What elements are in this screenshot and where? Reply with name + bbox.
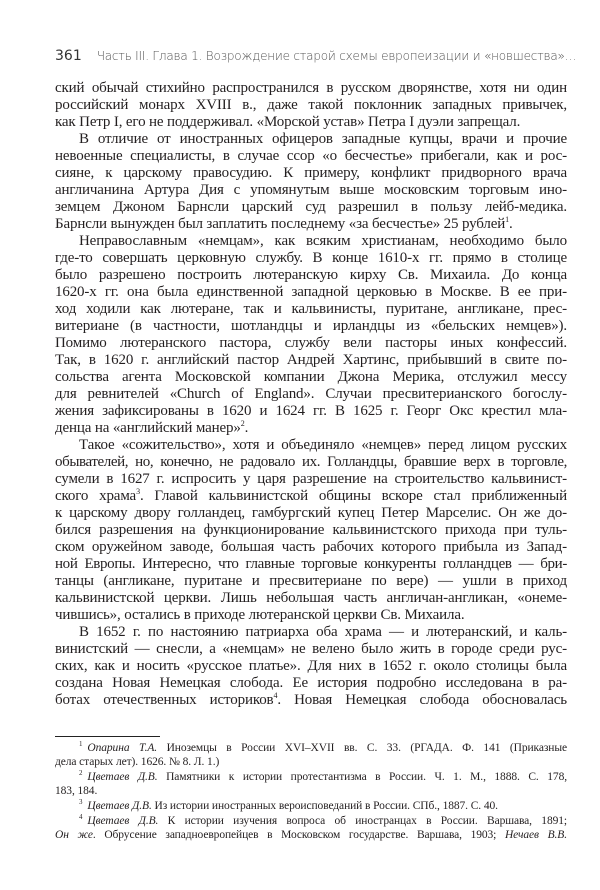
text-line: танцы (англикане, пуритане и пресвитериане по вере) — ушли в приход bbox=[55, 573, 567, 589]
paragraph bbox=[55, 624, 567, 709]
text-line: Помимо лютеранского пастора, службу вели пасторы иных конфессий. bbox=[55, 335, 567, 351]
footnote-text: Иноземцы в России XVI–XVII вв. С. 33. (РГАДА. Ф. 141 (Приказные bbox=[157, 742, 567, 754]
text-line: Неправославным «немцам», как всяким христианам, необходимо было bbox=[79, 233, 567, 249]
text-line: винистский — снесли, а «немцам» не велено было жить в городе среди рус- bbox=[55, 641, 567, 657]
text-line: жения зафиксированы в 1620 и 1624 гг. В 1625 г. Георг Окс крестил мла- bbox=[55, 403, 567, 419]
text-line: ной Европы. Интересно, что главные торговые конкуренты голландцев — бри- bbox=[55, 556, 567, 572]
footnote-divider bbox=[55, 736, 160, 737]
paragraph bbox=[55, 131, 567, 233]
footnote-line: дела старых лет). 1626. № 8. Л. 1.) bbox=[55, 756, 220, 768]
footnote-author: Нечаев В.В. bbox=[504, 829, 567, 841]
footnote-line bbox=[55, 770, 567, 784]
text-line: В 1652 г. по настоянию патриарха оба храма — и лютеранский, и каль- bbox=[79, 624, 567, 640]
text-line: ских, как и носить «русское платье». Для них в 1652 г. около столицы была bbox=[55, 658, 567, 674]
footnote-author: Опарина Т.А. bbox=[87, 742, 158, 754]
paragraph bbox=[55, 80, 567, 131]
footnote-line bbox=[55, 741, 567, 755]
text-line: бился разрешения на функционирование кальвинистского прихода при туль- bbox=[55, 522, 567, 538]
footnote-author: Цветаев Д.В. bbox=[87, 771, 158, 783]
text-line: как Петр I, его не поддерживал. «Морской устав» Петра I дуэли запрещал. bbox=[55, 114, 521, 130]
text-line bbox=[55, 488, 567, 505]
text-line: для ревнителей «Church of England». Случаи пресвитерианского богослу- bbox=[55, 386, 567, 402]
line-text: ботах отечественных историков bbox=[55, 692, 274, 708]
body-text bbox=[55, 80, 567, 709]
footnote-number: 1 bbox=[79, 741, 83, 748]
paragraph bbox=[55, 437, 567, 624]
line-text: . bbox=[508, 216, 513, 232]
line-text: Барнсли вынужден был заплатить последнему «за бесчестье» 25 рублей bbox=[55, 216, 506, 232]
line-text: ского храма bbox=[55, 488, 137, 504]
footnote-author: Он же bbox=[55, 829, 93, 841]
text-line: ском оружейном заводе, большая часть рабочих которого прибыла из Запад- bbox=[55, 539, 567, 555]
footnote-ref[interactable]: 1 bbox=[505, 216, 509, 224]
text-line: было разрешено построить лютеранскую кирху Св. Михаила. До конца bbox=[55, 267, 567, 283]
line-text: . bbox=[244, 420, 249, 436]
text-line: ский обычай стихийно распространился в русском дворянстве, хотя ни один bbox=[55, 80, 567, 96]
footnote-ref[interactable]: 2 bbox=[240, 420, 245, 428]
footnote-number: 3 bbox=[79, 799, 83, 806]
footnote-line bbox=[55, 828, 567, 842]
text-line: сольства агента Московской компании Джона Мерика, отслужил мессу bbox=[55, 369, 567, 385]
footnote bbox=[55, 814, 567, 842]
line-text: . Новая Немецкая слобода обосновалась bbox=[277, 692, 567, 708]
text-line: где-то совершать церковную службу. В конце 1610-х гг. прямо в столице bbox=[55, 250, 567, 266]
text-line: российский монарх XVIII в., даже такой поклонник западных привычек, bbox=[55, 97, 567, 113]
text-line bbox=[55, 420, 567, 437]
footnote bbox=[55, 799, 567, 813]
paragraph bbox=[55, 233, 567, 437]
footnote-ref[interactable]: 4 bbox=[273, 692, 278, 700]
footnote bbox=[55, 741, 567, 769]
running-title: Часть III. Глава 1. Возрождение старой схемы европеизации и «новшества»… bbox=[96, 48, 577, 63]
text-line: Такое «сожительство», хотя и объединяло «немцев» перед лицом русских bbox=[79, 437, 567, 453]
text-line: земцем Джоном Барнсли царский суд разрешил в пользу лейб-медика. bbox=[55, 199, 567, 215]
text-line bbox=[55, 692, 567, 709]
text-line: Так, в 1620 г. английский пастор Андрей Хартинс, прибывший в свите по- bbox=[55, 352, 567, 368]
text-line: витериане (в частности, шотландцы и ирландцы из «бельских немцев»). bbox=[55, 318, 567, 334]
text-line: В отличие от иностранных офицеров западные купцы, врачи и прочие bbox=[79, 131, 567, 147]
text-line: сияне, к царскому правосудию. К примеру, конфликт придворного врача bbox=[55, 165, 567, 181]
footnote-text: Из истории иностранных вероисповеданий в России. СПб., 1887. С. 40. bbox=[151, 800, 498, 812]
running-header bbox=[55, 47, 575, 64]
footnote-text: К истории изучения вопроса об иностранцах в России. Варшава, 1891; bbox=[158, 815, 567, 827]
text-line: чившись», остались в приходе лютеранской церкви Св. Михаила. bbox=[55, 607, 465, 623]
text-line: 1620-х гг. она была единственной западной церковью в Москве. В ее при- bbox=[55, 284, 567, 300]
text-line: обывателей, но, конечно, не радовало их. Голландцы, бравшие верх в торговле, bbox=[55, 454, 567, 470]
footnote-author: Цветаев Д.В. bbox=[87, 815, 159, 827]
footnote bbox=[55, 770, 567, 798]
text-line: сумели в 1627 г. испросить у царя разрешение на строительство кальвинист- bbox=[55, 471, 567, 487]
line-text: . Главой кальвинистской общины вскоре стал приближенный bbox=[139, 488, 567, 504]
footnote-number: 2 bbox=[79, 770, 83, 777]
text-line bbox=[55, 216, 567, 233]
text-line: к царскому двору голландец, гамбургский купец Петер Марселис. Он же до- bbox=[55, 505, 567, 521]
footnote-text: Памятники к истории протестантизма в России. Ч. 1. М., 1888. С. 178, bbox=[157, 771, 567, 783]
text-line: англичанина Артура Дия с упомянутым выше московским торговым ино- bbox=[55, 182, 567, 198]
footnote-author: Цветаев Д.В. bbox=[87, 800, 152, 812]
footnote-line: 183, 184. bbox=[55, 785, 98, 797]
text-line: кальвинистской церкви. Лишь небольшая часть англичан-англикан, «онеме- bbox=[55, 590, 567, 606]
text-line: создана Новая Немецкая слобода. Ее история подробно исследована в ра- bbox=[55, 675, 567, 691]
footnote-ref[interactable]: 3 bbox=[136, 488, 140, 496]
line-text: денца на «английский манер» bbox=[55, 420, 241, 436]
footnote-line bbox=[55, 799, 567, 813]
footnote-line bbox=[55, 814, 567, 828]
page-number: 361 bbox=[55, 47, 82, 64]
footnote-text: . Обрусение западноевропейцев в Московском государстве. Варшава, 1903; bbox=[92, 829, 505, 841]
footnote-number: 4 bbox=[79, 814, 83, 821]
text-line: ход ходили как лютеране, так и кальвинисты, пуритане, англикане, прес- bbox=[55, 301, 567, 317]
footnotes bbox=[55, 741, 567, 843]
text-line: невоенные специалисты, в случае ссор «о бесчестье» прибегали, как и рос- bbox=[55, 148, 567, 164]
